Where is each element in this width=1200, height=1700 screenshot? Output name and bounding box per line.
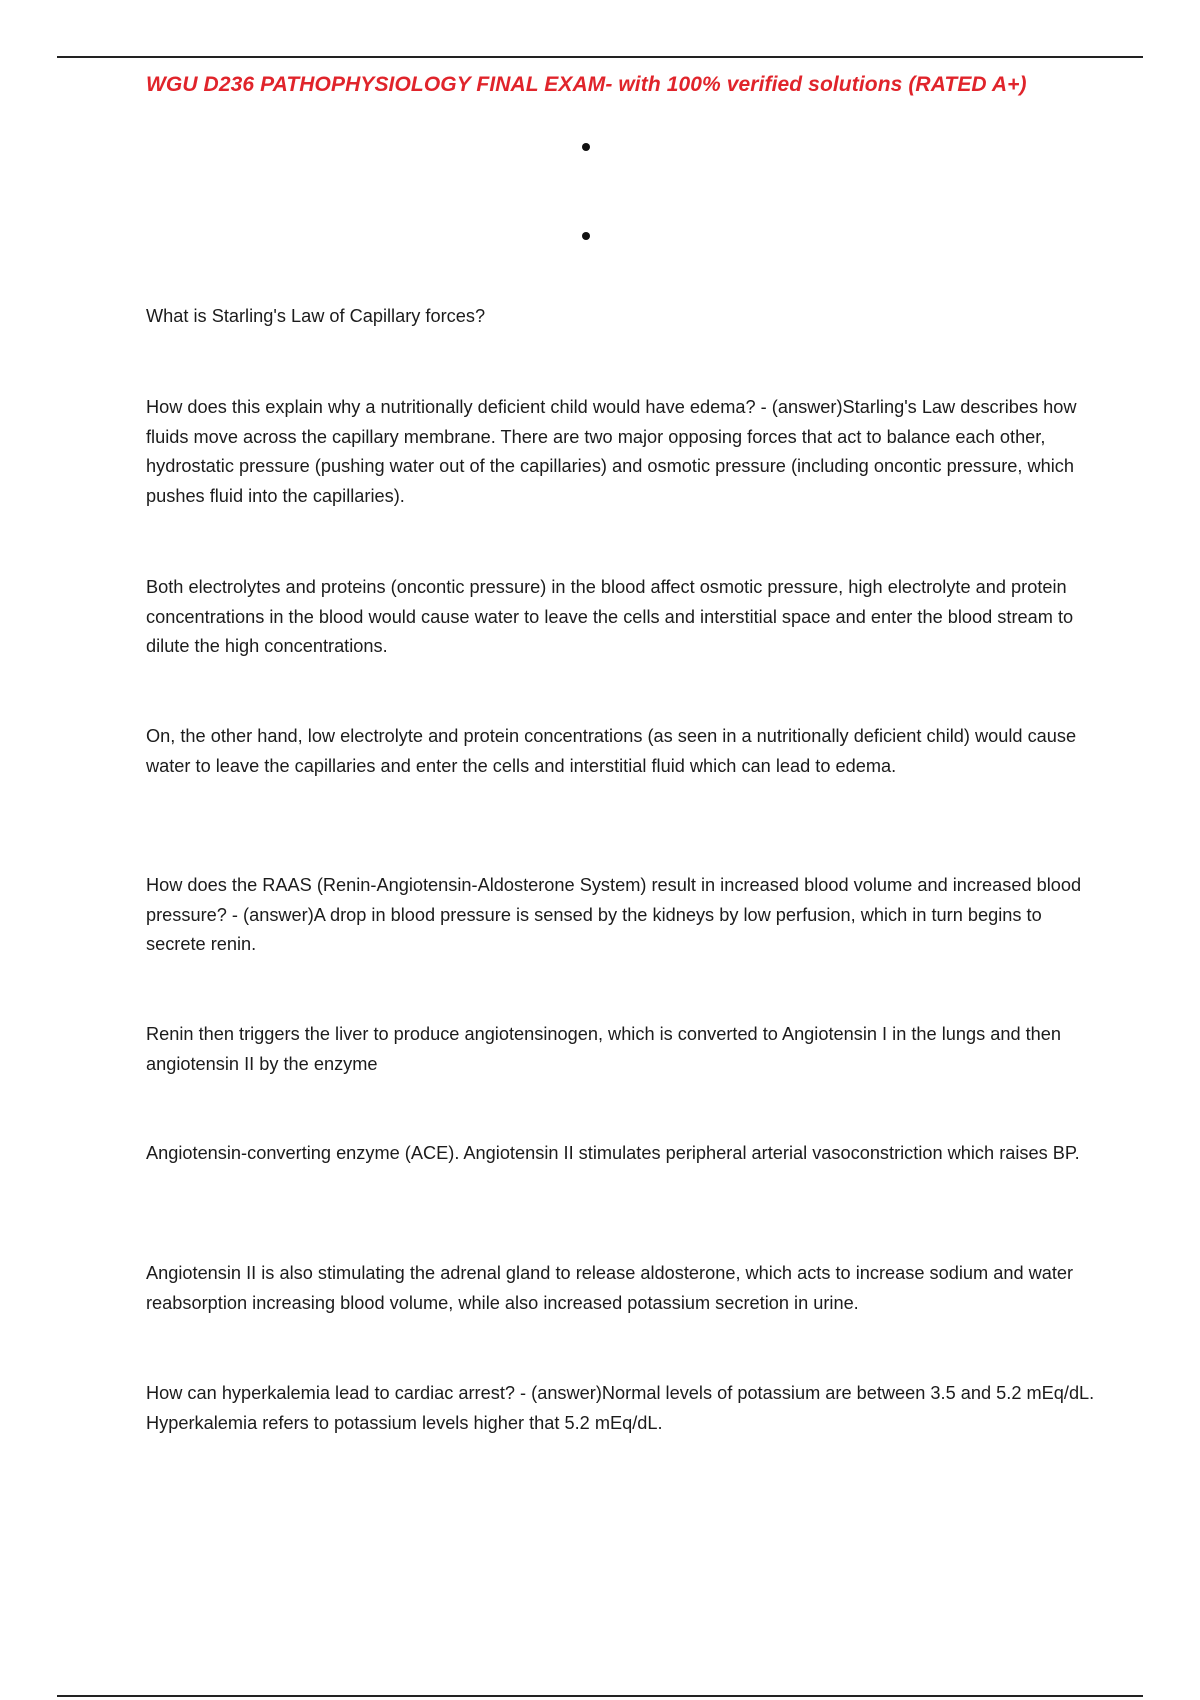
answer-starling-edema: How does this explain why a nutritionally deficient child would have edema? - (answer)Starling's Law describes how fluids move across the capillary membrane. There are two major opposing forces that act to balance each other, hydrostatic pressure (pushing water out of the capillaries) and osmotic pressure (including oncontic pressure, which pushes fluid into the capillaries). (146, 397, 1077, 506)
paragraph-ace: Angiotensin-converting enzyme (ACE). Angiotensin II stimulates peripheral arterial vasoconstriction which raises BP. (146, 1143, 1080, 1163)
document-title: WGU D236 PATHOPHYSIOLOGY FINAL EXAM- with 100% verified solutions (RATED A+) (146, 73, 1027, 96)
header-rule (57, 56, 1143, 58)
question-raas: How does the RAAS (Renin-Angiotensin-Aldosterone System) result in increased blood volume and increased blood pressure? - (answer)A drop in blood pressure is sensed by the kidneys by low perfusion, which in turn begins to secrete renin. (146, 875, 1082, 954)
paragraph-osmotic-pressure: Both electrolytes and proteins (oncontic pressure) in the blood affect osmotic pressure, high electrolyte and protein concentrations in the blood would cause water to leave the cells and interstitial space and enter the blood stream to dilute the high concentrations. (146, 577, 1074, 656)
paragraph-renin: Renin then triggers the liver to produce angiotensinogen, which is converted to Angiotensin I in the lungs and then angiotensin II by the enzyme (146, 1024, 1062, 1074)
question-hyperkalemia: How can hyperkalemia lead to cardiac arrest? - (answer)Normal levels of potassium are between 3.5 and 5.2 mEq/dL. Hyperkalemia refers to potassium levels higher that 5.2 mEq/dL. (146, 1383, 1095, 1433)
paragraph-aldosterone: Angiotensin II is also stimulating the adrenal gland to release aldosterone, which acts to increase sodium and water reabsorption increasing blood volume, while also increased potassium secretion in urine. (146, 1263, 1074, 1313)
bullet-point-1 (582, 143, 590, 151)
question-starling: What is Starling's Law of Capillary forces? (146, 306, 486, 326)
paragraph-low-electrolyte: On, the other hand, low electrolyte and protein concentrations (as seen in a nutritionally deficient child) would cause water to leave the capillaries and enter the cells and interstitial fluid which can lead to edema. (146, 726, 1077, 776)
footer-rule (57, 1695, 1143, 1697)
bullet-point-2 (582, 232, 590, 240)
